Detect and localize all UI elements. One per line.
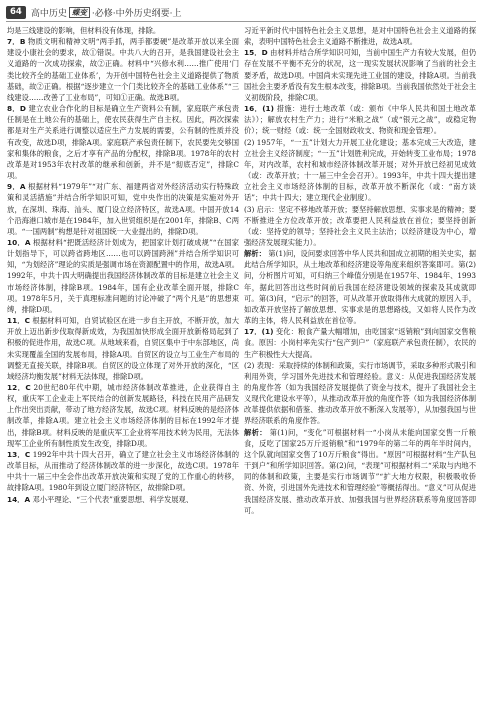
answer-text: 根据材料“1979年”“对广东、福建两省对外经济活动实行特殊政策和灵活措施”并结合所学知识可知，党中央作出的决策是实施对外开放，在深圳、珠海、汕头、厦门设立经济特区，故选A项。中国开放14个沿海港口城市是在1984年，加入世贸组织是在2001年，排除B、C两项。“一国两制”构想是针对祖国统一大业提出的，排除D项。 [7,182,239,236]
series-logo: 蝶变 [69,7,90,18]
answer-entry [7,449,239,494]
answer-text: 习近平新时代中国特色社会主义思想，是对中国特色社会主义道路的探索，表明中国特色社会主义道路不断推进，故选A项。 [244,26,476,47]
page-header [6,4,476,20]
answer-text: 第(1)问，设问要求回答中华人民共和国成立初期的相关史实，据此结合所学知识，从土地改革和经济建设等角度来组织答案即可。第(2)问，分析图片可知，可归纳三个峰值分别是在1957年、1984年、1993年，据此回答出这些时间前后我国在经济建设领域的探索及其成就即可。第(3)问，“启示”的回答，可从改革开放取得伟大成就的原因入手，如改革开放坚持了解放思想、实事求是的思想路线，又如将人民作为改革的主体，将人民利益放在首位等。 [244,249,476,326]
page-number: 64 [6,6,26,19]
answer-entry [244,248,476,326]
answer-number: 14．A [7,494,31,504]
answer-text: 根据材料“把既活经济计划成为，把国家计划打破成规”“在国家计划指导下，可以跨省跨地区……也可以跨国跨洲”并结合所学知识可知，“为划经济”理论的实质是强调市场在资源配置中的作用，故选A项。1992年，中共十四大明确提出我国经济体制改革的目标是建立社会主义市场经济体制，排除B项。1984年，国有企业改革全面开展，排除C项。1978年5月，关于真理标准问题的讨论冲破了“两个凡是”的思想束缚，排除D项。 [7,237,239,314]
answer-continuation [244,360,476,427]
answer-text: 根据材料可知，自贸试验区在进一步自主开放，不断开放，加大开放上迈出新步伐取得新成效，为我国加快形成全面开放新格局起到了积极的促进作用，故选C项。从地域来看，自贸区集中于中东部地区，尚未实现覆盖全国的发展布局，排除A项。自贸区的设立与工业生产布局的调整无直接关联，排除B项。自贸区的设立体现了对外开放的深化，“区域经济均衡发展”材料无法体现，排除D项。 [7,316,239,381]
answer-entry [7,494,239,505]
answer-text: 建立农业合作化的目标是确立生产资料公有制，家庭联产承包责任制是在土地公有的基础上，使农民获得生产自主权。因此，两次探索都是对生产关系进行调整以适应生产力发展的需要，公有制的性质并没有改变，故选D项，排除A项。家庭联产承包责任制下，农民要先交够国家和集体的粮食，之后才享有产品的分配权，排除B项。1978年的农村改革是对1953年农村改革的继承和创新，并不是“彻底否定”，排除C项。 [7,104,239,181]
answer-number: 解析： [244,427,267,437]
left-column [7,25,239,707]
answer-number: 解析： [244,249,266,259]
answer-continuation [244,137,476,204]
answer-number: 11．C [7,316,30,326]
answer-entry [244,427,476,516]
answer-text: (2) 1957年，“一五”计划大力开展工业化建设；基本完成三大改造，建立社会主义经济制度；“一五”计划胜利完成，开始转变工业布局；1978年，对内改革，农村和城市经济体制改革开展；对外开放已经初见成效（或：改革开放；十一届三中全会召开）。1993年，中共十四大提出建立社会主义市场经济体制的目标，改革开放不断深化（或：“南方谈话”；中共十四大；建立现代企业制度）。 [244,137,476,203]
header-divider [6,21,476,22]
answer-entry [7,237,239,315]
answer-entry [7,103,239,181]
answer-entry [7,181,239,237]
answer-text: 均是三线建设的影响，但材料没有体现，排除。 [7,26,161,35]
right-column [244,25,476,707]
answer-text: 第(1)问，“变化”可根据材料一“小岗从未能向国家交售一斤粮食，反吃了国家25万斤返销粮”和“1979年的第二年的两年半时间内，这个队就向国家交售了10万斤粮食”得出。“原因”可根据材料“生产队包干到户”和所学知识回答。第(2)问，“表现”可根据材料二“采取与内地不同的体制和政策，主要是实行市场调节”“扩大地方权限，积极吸收侨资、外资，引进国外先进技术和管理经验”等概括得出。“意义”可从促进我国经济发展、推动改革开放、加强我国与世界经济联系等角度回答即可。 [244,427,476,515]
answer-text: 由材料并结合所学知识可知，当前中国生产力有较大发展，但仍存在发展不平衡不充分的状况，这一现实发展状况影响了当前的社会主要矛盾，故选D项。中国尚未实现先进工业国的建设，排除A项。当前我国社会主要矛盾没有发生根本改变，排除B项。当前我国依然处于社会主义初级阶段，排除C项。 [244,48,476,102]
answer-text: (2) 表现：采取持续的体制和政策，实行市场调节，采取多种形式吸引和利用外资，学习国外先进技术和管理经验。意义：从促进我国经济发展的角度作答（如为我国经济发展提供了资金与技术，提升了我国社会主义现代化建设水平等），从推动改革开放的角度作答（如为我国经济体制改革提供依据和借鉴、推动改革开放不断深入发展等），从加强我国与世界经济联系的角度作答。 [244,360,476,426]
answer-entry [7,36,239,103]
answer-number: 13．C [7,449,31,459]
answer-entry [7,382,239,449]
answer-continuation [7,25,239,36]
answer-continuation [244,25,476,47]
answer-number: 15．D [244,48,268,58]
answer-number: 16．(1) [244,104,274,114]
answer-text: 变化：粮食产量大幅增加，由吃国家“返销粮”到向国家交售粮食。原因：小岗村率先实行“包产到户”（家庭联产承包责任制），农民的生产积极性大大提高。 [244,327,476,359]
answer-entry [244,326,476,359]
answer-text: 邓小平理论、“三个代表”重要思想、科学发展观、 [32,494,194,504]
book-title-prefix: 高中历史 [30,8,67,19]
answer-entry [7,315,239,382]
answer-number: 12．C [7,383,31,392]
answer-number: 8．D [7,104,26,114]
answer-text: (3) 启示：坚定不移地改革开放；要坚持解放思想、实事求是的精神；要不断推进全方位改革开放；改革要把人民利益放在首位；要坚持创新（或：坚持党的领导；坚持社会主义民主法治；以经济建设为中心，增强经济发展现实能力）。 [244,204,476,247]
answer-text: 物质文明和精神文明“两手抓，两手都要硬”是改革开放以来全面建设小康社会的要求，故①错误。中共八大的召开，是我国建设社会主义道路的一次成功探索，故②正确。材料中“兴修水利……推广使用‘门类比较齐全的基础工业体系’，为开创中国特色社会主义道路提供了物质基础，故②正确。根据“逐步建立一个门类比较齐全的基础工业体系”“三线建设……改善了工业布局”，可知①正确。故选B项。 [7,37,239,102]
answer-number: 10．A [7,237,31,247]
answer-number: 17．(1) [244,327,274,337]
answer-text: 1992年中共十四大召开，确立了建立社会主义市场经济体制的改革目标，从而推动了经济体制改革的进一步深化，故选C项。1978年中共十一届三中全会作出改革开放决策和实现了党的工作重心的转移，故排除A项。1980年到设立厦门经济特区，故排除D项。 [7,449,239,493]
answer-entry [244,103,476,136]
answer-number: 9．A [7,182,26,192]
answer-text: 20世纪80年代中期，城市经济体制改革推进，企业获得自主权，重庆军工企业走上军民结合的创新发展路径，科技在民用产品研发上作出突出贡献，带动了地方经济发展，故选C项。材料反映的是经济体制改革，排除A项。建立社会主义市场经济体制的目标在1992年才提出，排除B项。材料反映的是重庆军工企业将军用技术转为民用，无法体现军工企业所有制性质发生改变，排除D项。 [7,383,239,448]
answer-number: 7．B [7,37,26,47]
book-title-suffix: ·必修·中外历史纲要·上 [91,8,182,19]
answer-text: 措施：进行土地改革（或：颁布《中华人民共和国土地改革法》）；解放农村生产力；进行“米粮之战”（或“银元之战”，或稳定物价）；统一财经（或：统一全国财政收支、物资和现金管理）。 [244,104,476,136]
answer-entry [244,47,476,103]
answer-continuation [244,204,476,249]
